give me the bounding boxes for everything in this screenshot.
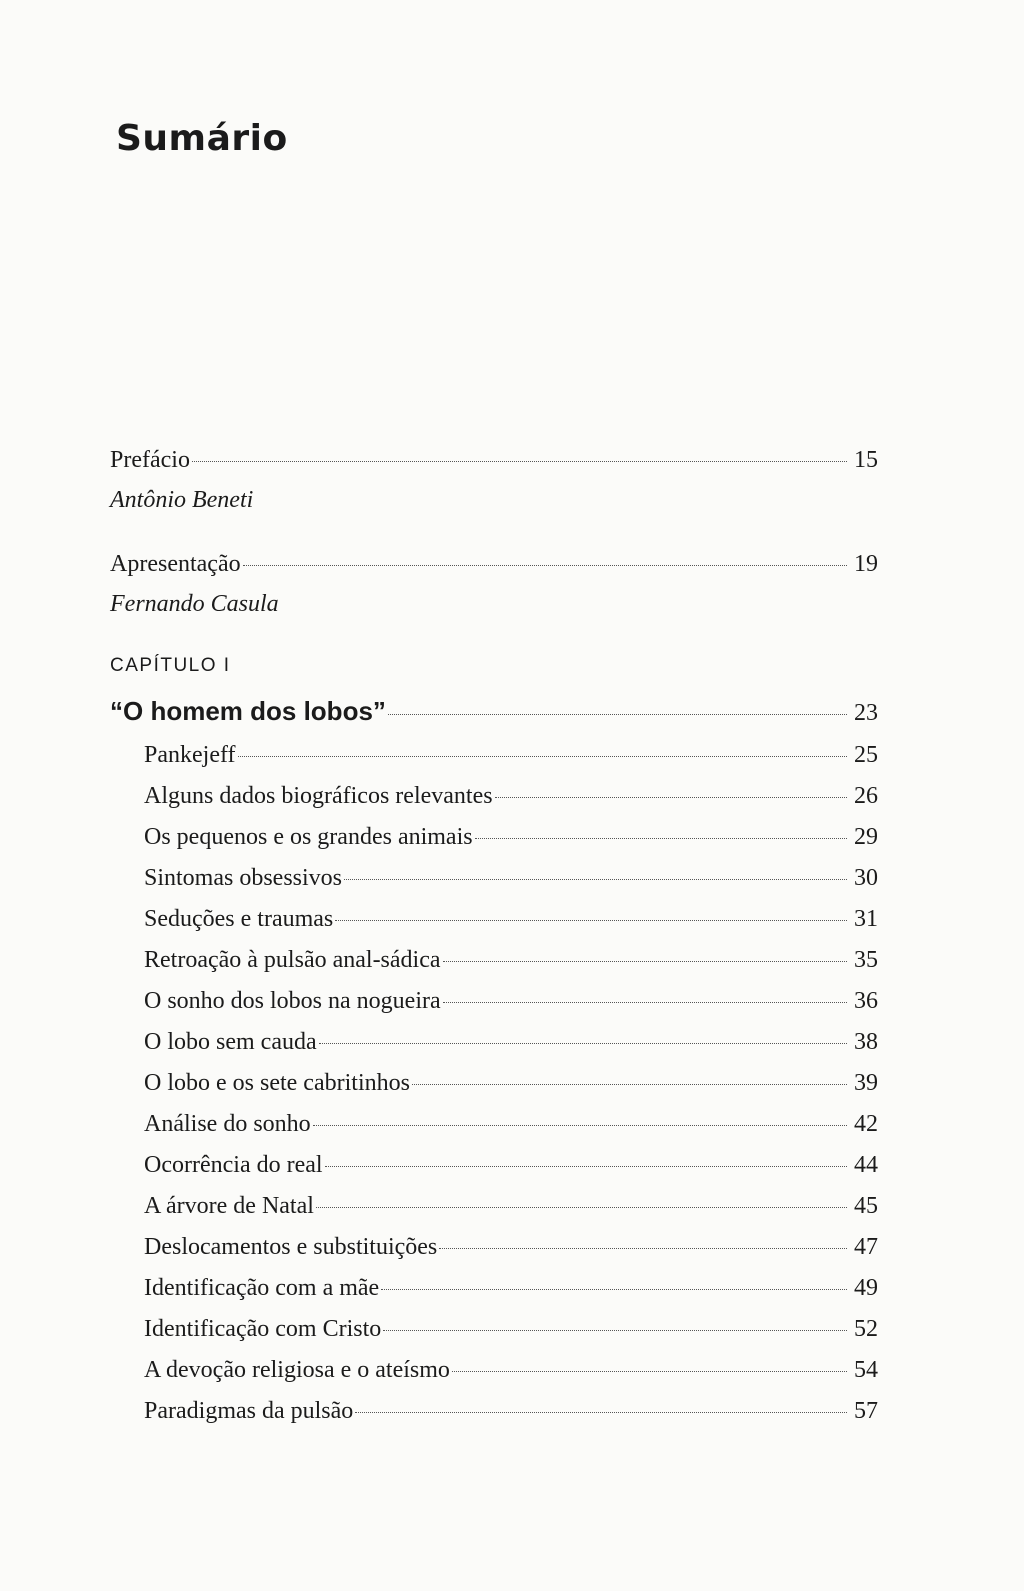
toc-section-label: O sonho dos lobos na nogueira	[144, 988, 441, 1014]
toc-section-entry	[110, 739, 878, 771]
dot-leader	[344, 879, 847, 880]
toc-entry-page: 15	[854, 447, 878, 473]
toc-section-page: 38	[854, 1029, 878, 1055]
toc-section-label: A devoção religiosa e o ateísmo	[144, 1357, 450, 1383]
toc-section-page: 57	[854, 1398, 878, 1424]
chapter-label: CAPÍTULO I	[110, 655, 231, 676]
toc-section-label: Análise do sonho	[144, 1111, 311, 1137]
toc-section-entry	[110, 780, 878, 812]
toc-section-entry	[110, 944, 878, 976]
toc-section-label: Paradigmas da pulsão	[144, 1398, 354, 1424]
toc-section-page: 45	[854, 1193, 878, 1219]
toc-section-entry	[110, 821, 878, 853]
toc-section-page: 29	[854, 824, 878, 850]
toc-section-label: Ocorrência do real	[144, 1152, 323, 1178]
toc-section-label: O lobo sem cauda	[144, 1029, 317, 1055]
toc-section-label: Os pequenos e os grandes animais	[144, 824, 473, 850]
toc-section-label: O lobo e os sete cabritinhos	[144, 1070, 410, 1096]
page-title: Sumário	[116, 118, 288, 159]
dot-leader	[475, 838, 847, 839]
table-of-contents	[110, 444, 878, 1427]
toc-entry-label: Apresentação	[110, 551, 241, 577]
dot-leader	[192, 461, 847, 462]
dot-leader	[243, 565, 847, 566]
toc-section-label: Sintomas obsessivos	[144, 865, 343, 891]
toc-entry-prefacio	[110, 444, 878, 476]
toc-section-page: 35	[854, 947, 878, 973]
chapter-sections	[110, 739, 878, 1427]
dot-leader	[325, 1166, 847, 1167]
toc-entry-apresentacao	[110, 548, 878, 580]
dot-leader	[319, 1043, 847, 1044]
toc-section-page: 52	[854, 1316, 878, 1342]
toc-section-page: 49	[854, 1275, 878, 1301]
toc-section-entry	[110, 1026, 878, 1058]
dot-leader	[443, 1002, 847, 1003]
toc-section-entry	[110, 862, 878, 894]
toc-section-entry	[110, 1395, 878, 1427]
toc-section-page: 47	[854, 1234, 878, 1260]
toc-section-entry	[110, 1149, 878, 1181]
chapter-page: 23	[854, 700, 878, 726]
toc-section-label: Pankejeff	[144, 742, 236, 768]
toc-section-page: 36	[854, 988, 878, 1014]
dot-leader	[313, 1125, 847, 1126]
toc-entry-author: Antônio Beneti	[110, 487, 254, 513]
toc-section-label: Deslocamentos e substituições	[144, 1234, 438, 1260]
toc-entry-page: 19	[854, 551, 878, 577]
dot-leader	[412, 1084, 847, 1085]
toc-section-label: Seduções e traumas	[144, 906, 334, 932]
toc-section-page: 42	[854, 1111, 878, 1137]
toc-section-page: 39	[854, 1070, 878, 1096]
toc-section-page: 30	[854, 865, 878, 891]
toc-section-entry	[110, 903, 878, 935]
dot-leader	[439, 1248, 847, 1249]
dot-leader	[443, 961, 847, 962]
dot-leader	[316, 1207, 847, 1208]
toc-section-page: 25	[854, 742, 878, 768]
toc-section-entry	[110, 1190, 878, 1222]
toc-section-label: Identificação com Cristo	[144, 1316, 382, 1342]
toc-entry-author: Fernando Casula	[110, 591, 279, 617]
toc-entry-label: Prefácio	[110, 447, 190, 473]
toc-section-label: Alguns dados biográficos relevantes	[144, 783, 493, 809]
toc-section-entry	[110, 1313, 878, 1345]
toc-section-entry	[110, 1108, 878, 1140]
chapter-title: “O homem dos lobos”	[110, 696, 386, 726]
dot-leader	[381, 1289, 847, 1290]
toc-section-entry	[110, 985, 878, 1017]
dot-leader	[388, 714, 847, 715]
toc-section-page: 31	[854, 906, 878, 932]
dot-leader	[238, 756, 847, 757]
toc-section-page: 26	[854, 783, 878, 809]
dot-leader	[335, 920, 847, 921]
dot-leader	[495, 797, 847, 798]
toc-section-entry	[110, 1272, 878, 1304]
dot-leader	[452, 1371, 847, 1372]
dot-leader	[355, 1412, 847, 1413]
toc-section-page: 54	[854, 1357, 878, 1383]
chapter-title-entry	[110, 694, 878, 730]
toc-section-entry	[110, 1354, 878, 1386]
toc-section-label: A árvore de Natal	[144, 1193, 314, 1219]
toc-section-label: Retroação à pulsão anal-sádica	[144, 947, 441, 973]
toc-section-page: 44	[854, 1152, 878, 1178]
toc-section-label: Identificação com a mãe	[144, 1275, 380, 1301]
toc-section-entry	[110, 1067, 878, 1099]
toc-section-entry	[110, 1231, 878, 1263]
dot-leader	[383, 1330, 847, 1331]
